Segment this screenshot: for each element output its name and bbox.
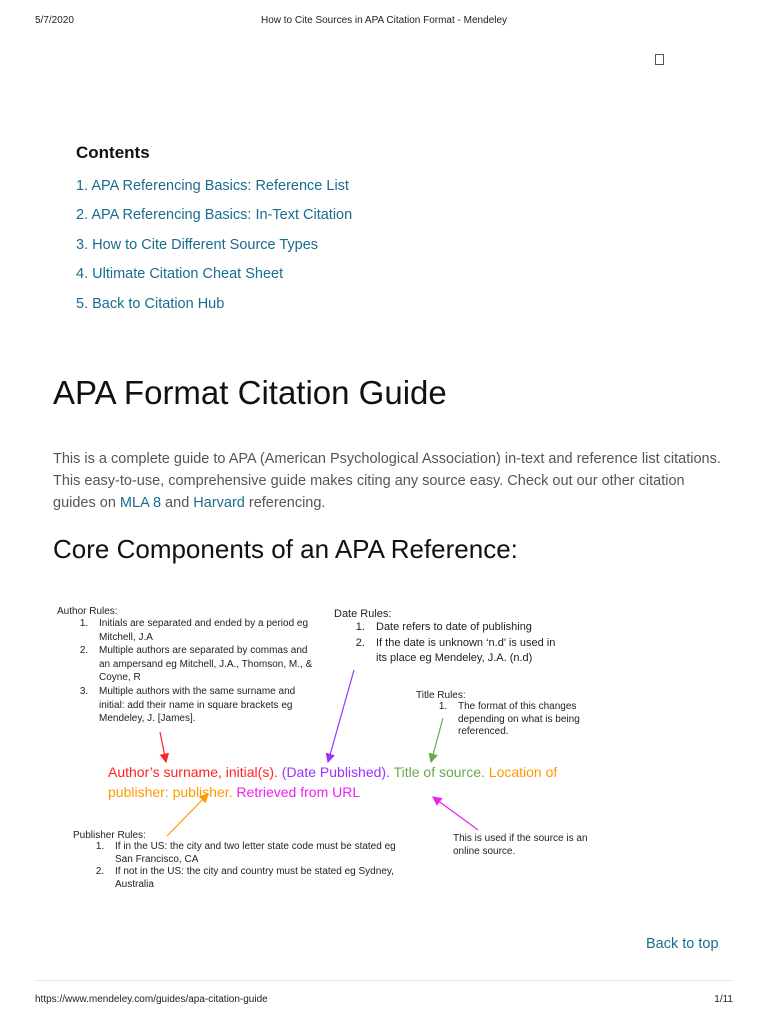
print-url: https://www.mendeley.com/guides/apa-citation-guide: [35, 994, 268, 1005]
title-rules-title: Title Rules:: [416, 690, 466, 701]
author-rule: 2. Multiple authors are separated by commas and an ampersand eg Mitchell, J.A., Thomson, M., & Coyne, R: [91, 644, 317, 685]
toc-item[interactable]: [76, 237, 352, 266]
author-rules-title: Author Rules:: [57, 606, 118, 617]
apa-reference-diagram: [48, 598, 668, 898]
title-rules: [416, 690, 596, 739]
publisher-rule: 2. If not in the US: the city and country must be stated eg Sydney, Australia: [107, 866, 413, 891]
formula-url: Retrieved from URL: [236, 784, 361, 800]
publisher-rule: 1. If in the US: the city and two letter state code must be stated eg San Francisco, CA: [107, 841, 413, 866]
square-icon: [655, 54, 664, 65]
toc-link-source-types[interactable]: 3. How to Cite Different Source Types: [76, 236, 319, 253]
toc-link-reference-list[interactable]: 1. APA Referencing Basics: Reference List: [76, 178, 349, 194]
formula-title: Title of source.: [393, 764, 485, 780]
harvard-link[interactable]: Harvard: [193, 495, 245, 511]
toc-item[interactable]: [76, 178, 352, 207]
toc-link-in-text-citation[interactable]: 2. APA Referencing Basics: In-Text Citation: [76, 207, 353, 224]
toc-item[interactable]: [76, 207, 352, 236]
toc-item[interactable]: [76, 266, 352, 295]
date-rule: 2. If the date is unknown ‘n.d’ is used in its place eg Mendeley, J.A. (n.d): [368, 636, 564, 667]
publisher-rules: [73, 830, 413, 891]
section-heading: Core Components of an APA Reference:: [53, 534, 518, 564]
divider: [35, 980, 733, 981]
print-title: How to Cite Sources in APA Citation Format - Mendeley: [260, 15, 508, 26]
table-of-contents: [76, 178, 352, 325]
formula-date: (Date Published).: [281, 764, 390, 780]
author-rules: [57, 606, 317, 726]
intro-text-3: referencing.: [244, 495, 326, 511]
author-rule: 3. Multiple authors with the same surname and initial: add their name in square brackets eg Mendeley, J. [James].: [91, 685, 317, 726]
mla-link[interactable]: MLA 8: [119, 495, 162, 511]
title-rule: 1. The format of this changes depending on what is being referenced.: [450, 701, 596, 739]
url-note: This is used if the source is an online source.: [453, 833, 588, 857]
print-date: 5/7/2020: [35, 15, 74, 26]
author-rule: 1. Initials are separated and ended by a period eg Mitchell, J.A: [91, 617, 317, 644]
back-to-top-link[interactable]: Back to top: [646, 936, 719, 952]
date-rule: 1. Date refers to date of publishing: [368, 620, 564, 636]
publisher-rules-title: Publisher Rules:: [73, 830, 146, 841]
apa-format-formula: [108, 762, 598, 802]
date-arrow: [328, 670, 354, 762]
toc-link-cheat-sheet[interactable]: 4. Ultimate Citation Cheat Sheet: [76, 266, 284, 283]
toc-link-citation-hub[interactable]: 5. Back to Citation Hub: [76, 295, 225, 312]
toc-item[interactable]: [76, 296, 352, 325]
date-rules: [334, 608, 564, 667]
intro-text-2: and: [161, 495, 194, 511]
author-arrow: [160, 732, 166, 762]
page-number: 1/11: [714, 994, 733, 1005]
formula-author: Author’s surname, initial(s).: [108, 764, 278, 780]
formula-location: Location of publisher: publisher.: [108, 764, 558, 800]
intro-text-1: This is a complete guide to APA (American Psychological Association) in-text and reference list citations. This easy-to-use, comprehensive guide makes citing any source easy. Check out our other citation guides on: [53, 451, 721, 511]
page-title: APA Format Citation Guide: [53, 374, 447, 411]
date-rules-title: Date Rules:: [334, 608, 392, 620]
intro-paragraph: [53, 448, 723, 514]
contents-heading: Contents: [76, 143, 150, 162]
